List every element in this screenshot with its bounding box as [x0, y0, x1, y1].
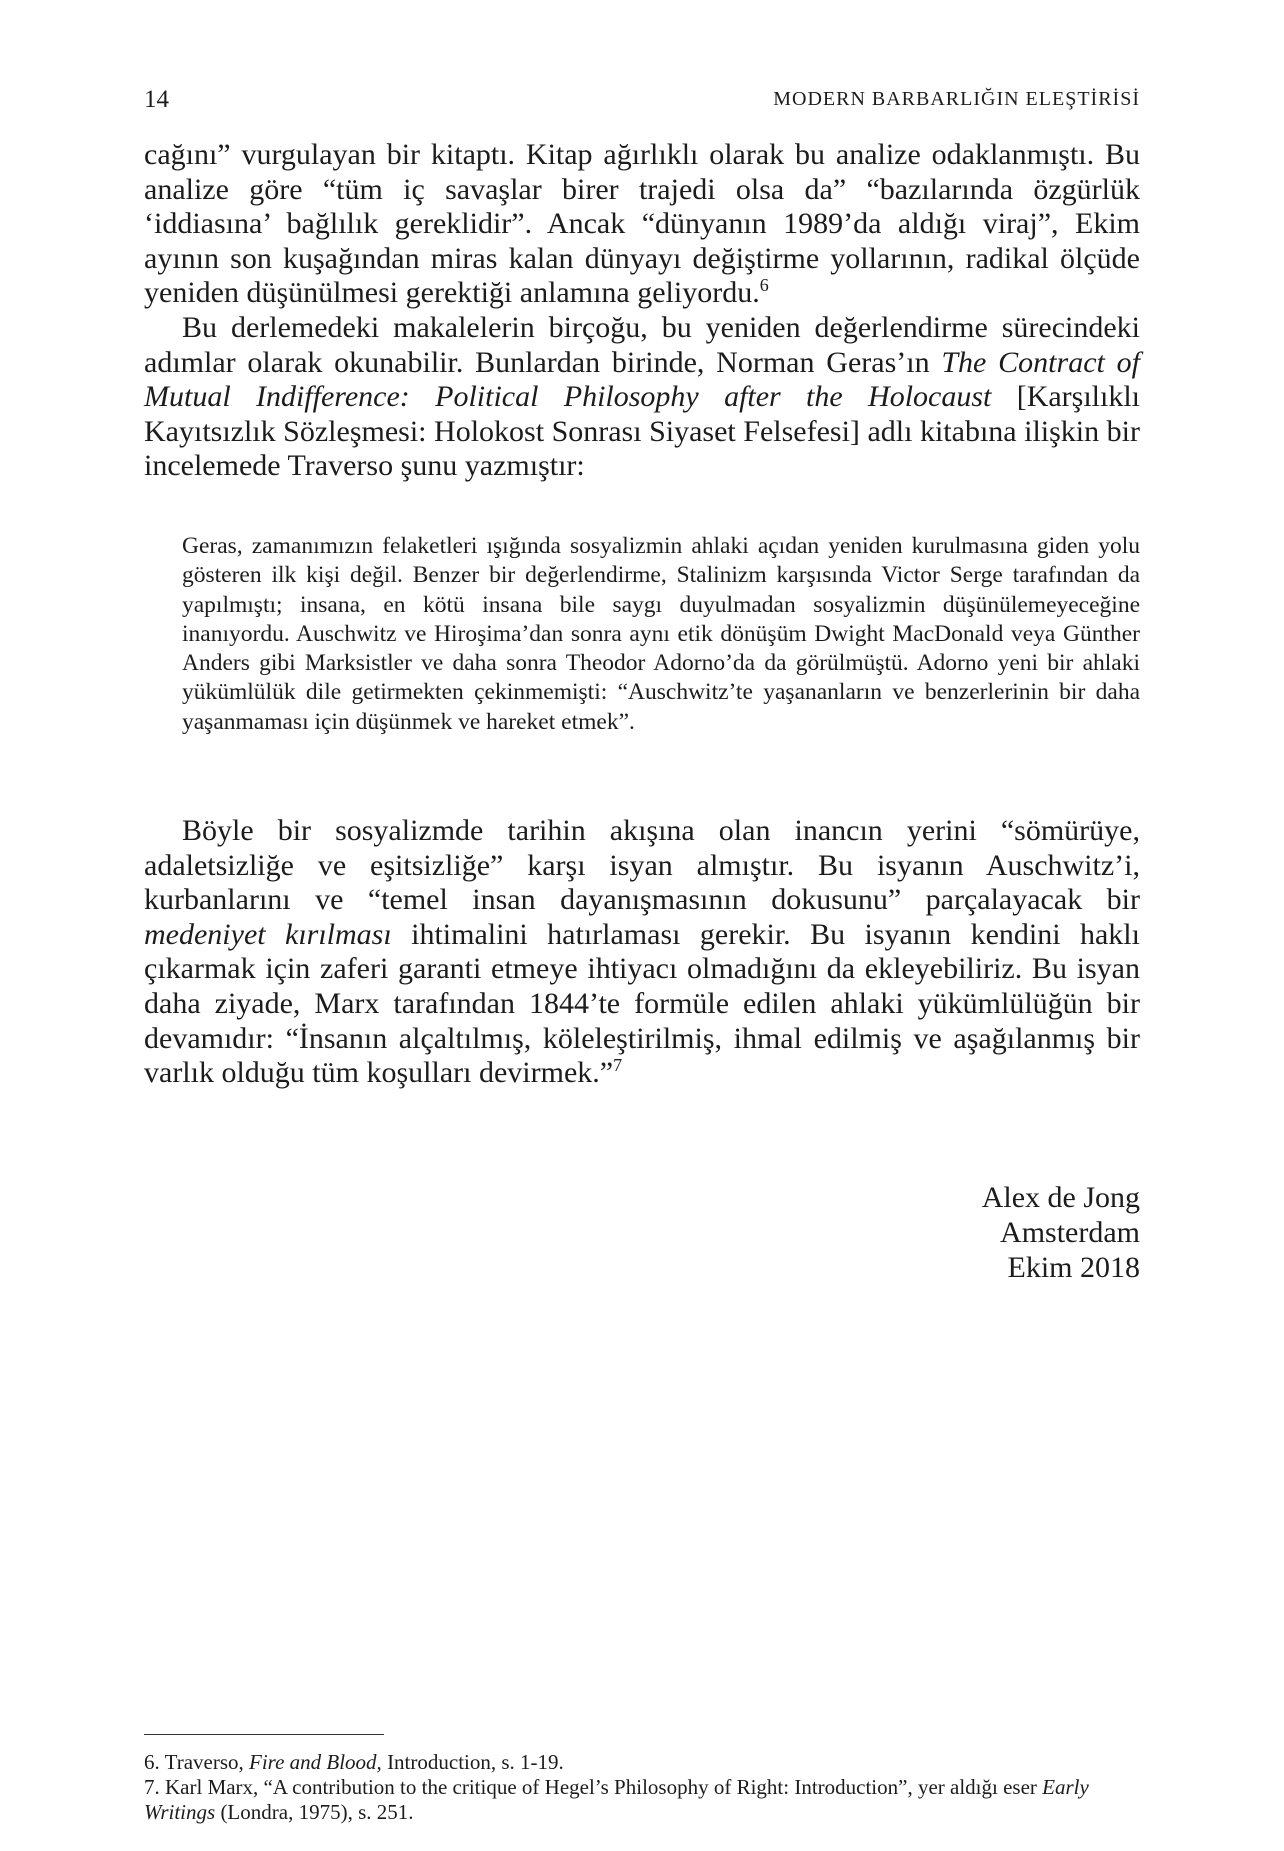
quote-text: Geras, zamanımızın felaketleri ışığında sosyalizmin ahlaki açıdan yeniden kurulmasına giden yolu gösteren ilk kişi değil. Benzer bir değerlendirme, Stalinizm karşısında Victor Serge tarafından da yapılmıştı; insana, en kötü insana bile saygı duyulmadan sosyalizmin düşünülemeyeceğine inanıyordu. Auschwitz ve Hiroşima’dan sonra aynı etik dönüşüm Dwight MacDonald veya Günther Anders gibi Marksistler ve daha sonra Theodor Adorno’da da görülmüştü. Adorno yeni bir ahlaki yükümlülük dile getirmekten çekinmemişti: “Auschwitz’te yaşananların ve benzerlerinin bir daha yaşanmaması için düşünmek ve hareket etmek”.	[182, 533, 1140, 735]
paragraph-3-text-b: ihtimalini hatırlaması gerekir. Bu isyanın kendini haklı çıkarmak için zaferi garanti etmeye ihtiyacı olmadığını da ekleyebiliriz. Bu isyan daha ziyade, Marx tarafından 1844’te formüle edilen ahlaki yükümlülüğün bir devamıdır: “İnsanın alçaltılmış, köleleştirilmiş, ihmal edilmiş ve aşağılanmış bir varlık olduğu tüm koşulları devirmek.”	[144, 917, 1140, 1090]
paragraph-1	[144, 138, 1140, 311]
footnote-7-text-a: 7. Karl Marx, “A contribution to the critique of Hegel’s Philosophy of Right: Introduction”, yer aldığı eser	[144, 1775, 1043, 1799]
page-number: 14	[144, 86, 169, 113]
footnote-7-text-b: (Londra, 1975), s. 251.	[215, 1800, 414, 1824]
paragraph-2	[144, 311, 1140, 484]
block-quote	[182, 532, 1140, 737]
book-title-geras: The Contract of Mutual Indifference: Political Philosophy after the Holocaust	[144, 345, 1140, 414]
paragraph-2-text-b: [Karşılıklı Kayıtsızlık Sözleşmesi: Holokost Sonrası Siyaset Felsefesi] adlı kitabına ilişkin bir incelemede Traverso şunu yazmıştır:	[144, 380, 1141, 483]
footnote-divider	[144, 1734, 384, 1735]
footnote-ref-7: 7	[613, 1055, 623, 1076]
author-name: Alex de Jong	[981, 1181, 1140, 1214]
paragraph-3-text-a: Böyle bir sosyalizmde tarihin akışına olan inancın yerini “sömürüye, adaletsizliğe ve eşitsizliğe” karşı isyan almıştır. Bu isyanın Auschwitz’i, kurbanlarını ve “temel insan dayanışmasının dokusunu” parçalayacak bir	[144, 814, 1140, 917]
footnote-7-title: Early Writings	[144, 1775, 1089, 1824]
footnotes	[144, 1750, 1140, 1825]
paragraph-1-text: cağını” vurgulayan bir kitaptı. Kitap ağırlıklı olarak bu analize odaklanmıştı. Bu analize göre “tüm iç savaşlar birer trajedi olsa da” “bazılarında özgürlük ‘iddiasına’ bağlılık gereklidir”. Ancak “dünyanın 1989’da aldığı viraj”, Ekim ayının son kuşağından miras kalan dünyayı değiştirme yollarının, radikal ölçüde yeniden düşünülmesi gerektiği anlamına geliyordu.	[144, 138, 1140, 310]
body-text-bottom	[144, 814, 1140, 1091]
paragraph-3	[144, 814, 1140, 1091]
footnote-6-text-b: Introduction, s. 1-19.	[381, 1750, 564, 1774]
footnote-6-text-a: 6. Traverso,	[144, 1750, 250, 1774]
running-head: MODERN BARBARLIĞIN ELEŞTİRİSİ	[773, 88, 1140, 110]
footnote-6	[144, 1750, 1140, 1775]
footnote-7	[144, 1775, 1140, 1825]
page-header	[144, 86, 1140, 116]
body-text-top	[144, 138, 1140, 484]
footnote-6-title: Fire and Blood,	[249, 1750, 382, 1774]
signature-block	[982, 1180, 1140, 1285]
footnote-ref-6: 6	[759, 275, 769, 296]
paragraph-2-text-a: Bu derlemedeki makalelerin birçoğu, bu yeniden değerlendirme sürecindeki adımlar olarak okunabilir. Bunlardan birinde, Norman Geras’ın	[144, 310, 1140, 379]
signature-date: Ekim 2018	[1007, 1251, 1140, 1284]
italic-phrase: medeniyet kırılması	[144, 917, 392, 951]
signature-place: Amsterdam	[1000, 1216, 1140, 1249]
